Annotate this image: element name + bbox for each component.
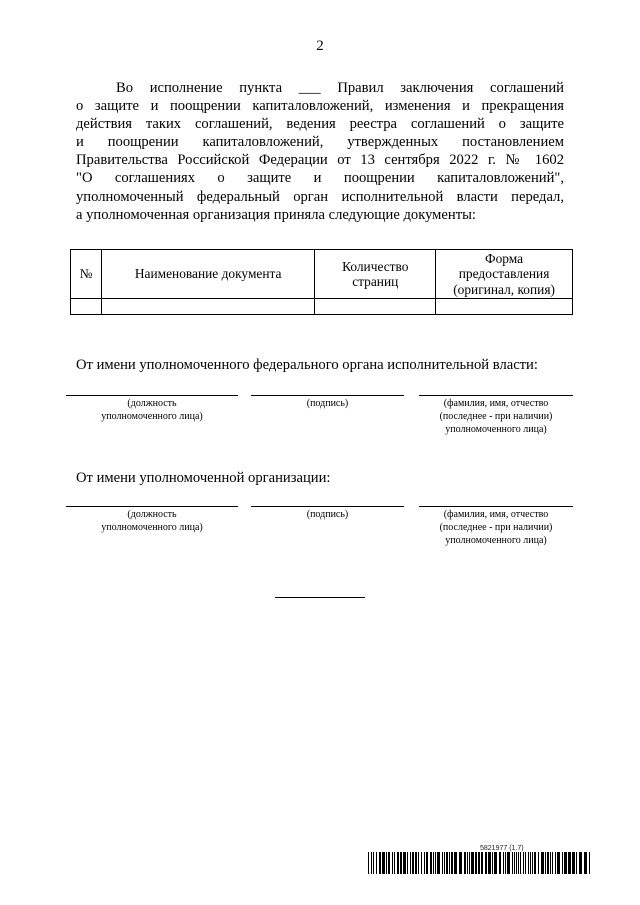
caption-signature: (подпись) (306, 398, 349, 409)
barcode-icon (368, 852, 592, 874)
barcode-label: 5821977 (1.7) (480, 845, 524, 852)
signature-line-signature (251, 395, 404, 396)
signature-heading-organization: От имени уполномоченной организации: (76, 470, 331, 486)
signature-line-signature (251, 506, 404, 507)
signature-heading-federal-body: От имени уполномоченного федерального органа исполнительной власти: (76, 357, 538, 373)
caption-name: (фамилия, имя, отчество (последнее - при наличии) уполномоченного лица) (439, 398, 553, 435)
signature-line-name (419, 395, 573, 396)
page-number: 2 (316, 38, 324, 54)
caption-signature: (подпись) (306, 509, 349, 520)
signature-line-position (66, 506, 238, 507)
signature-line-name (419, 506, 573, 507)
paragraph-line: о защите и поощрении капиталовложений, изменения и прекращения (76, 98, 564, 115)
table-cell (101, 299, 314, 315)
column-header-page-count: Количество страниц (315, 250, 436, 299)
signature-line-position (66, 395, 238, 396)
end-of-document-line (275, 597, 365, 598)
paragraph-line: а уполномоченная организация приняла следующие документы: (76, 206, 476, 223)
paragraph-line: действия таких соглашений, ведения реестра соглашений о защите (76, 116, 564, 133)
caption-position: (должность уполномоченного лица) (101, 509, 203, 533)
column-header-form: Форма предоставления (оригинал, копия) (436, 250, 573, 299)
paragraph-line: уполномоченный федеральный орган исполнительной власти передал, (76, 188, 564, 205)
caption-name: (фамилия, имя, отчество (последнее - при наличии) уполномоченного лица) (439, 509, 553, 546)
column-header-number: № (71, 250, 102, 299)
paragraph-line: и поощрении капиталовложений, утвержденных постановлением (76, 134, 564, 151)
body-paragraph (76, 79, 564, 224)
table-header-row (71, 250, 573, 299)
paragraph-line: Правительства Российской Федерации от 13 сентября 2022 г. № 1602 (76, 152, 564, 169)
caption-position: (должность уполномоченного лица) (101, 398, 203, 422)
paragraph-line: "О соглашениях о защите и поощрении капиталовложений", (76, 170, 564, 187)
table-cell (315, 299, 436, 315)
table-row (71, 299, 573, 315)
column-header-document-name: Наименование документа (101, 250, 314, 299)
table-cell (436, 299, 573, 315)
documents-table (70, 249, 573, 315)
table-cell (71, 299, 102, 315)
paragraph-line: Во исполнение пункта ___ Правил заключения соглашений (116, 80, 564, 96)
